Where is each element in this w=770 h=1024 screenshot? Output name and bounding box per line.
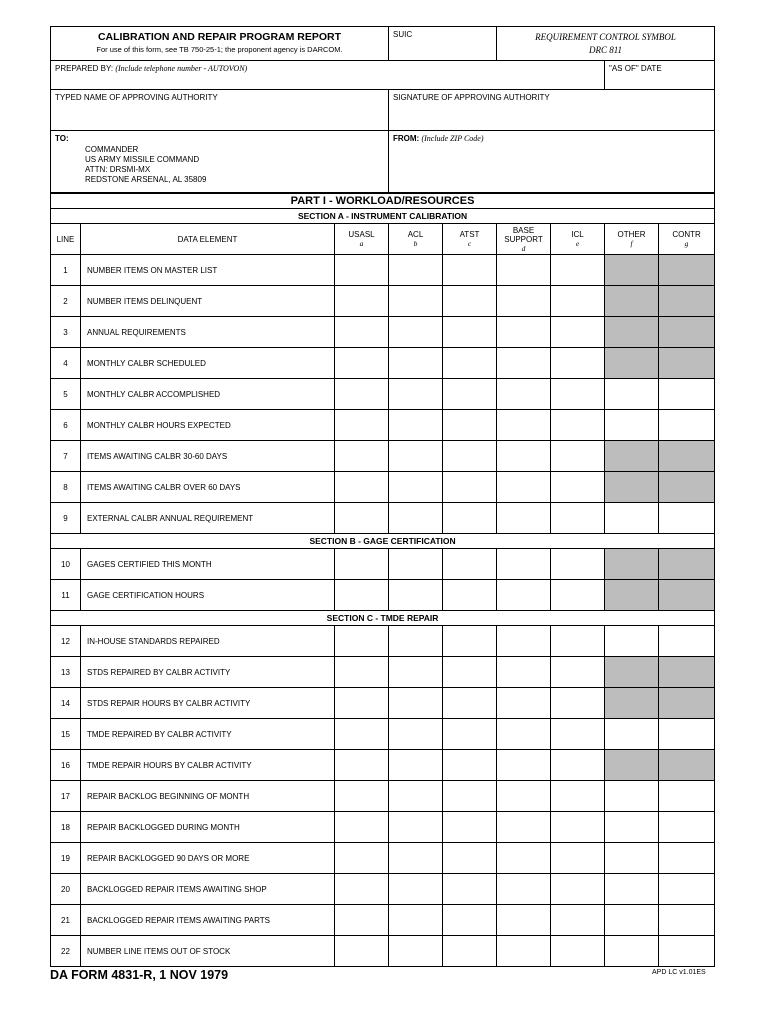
entry-cell[interactable]: [605, 812, 659, 843]
entry-cell[interactable]: [497, 410, 551, 441]
shaded-cell: [605, 580, 659, 611]
signature-field[interactable]: [389, 90, 715, 131]
entry-cell[interactable]: [335, 441, 389, 472]
entry-cell[interactable]: [335, 657, 389, 688]
data-element-label: REPAIR BACKLOG BEGINNING OF MONTH: [81, 781, 335, 812]
table-row: [51, 549, 715, 580]
table-row: [51, 286, 715, 317]
address-line: COMMANDER: [85, 145, 139, 154]
col-base-support: BASE SUPPORT d: [497, 224, 551, 255]
entry-cell[interactable]: [335, 348, 389, 379]
line-number: 16: [51, 750, 81, 781]
entry-cell[interactable]: [551, 379, 605, 410]
data-element-label: MONTHLY CALBR ACCOMPLISHED: [81, 379, 335, 410]
entry-cell[interactable]: [389, 348, 443, 379]
requirement-control-symbol: [497, 27, 714, 57]
data-element-label: ANNUAL REQUIREMENTS: [81, 317, 335, 348]
entry-cell[interactable]: [497, 348, 551, 379]
shaded-cell: [605, 286, 659, 317]
table-row: [51, 843, 715, 874]
shaded-cell: [605, 317, 659, 348]
entry-cell[interactable]: [551, 255, 605, 286]
form-identifier: DA FORM 4831-R, 1 NOV 1979: [50, 968, 229, 982]
line-number: 8: [51, 472, 81, 503]
shaded-cell: [605, 688, 659, 719]
line-number: 19: [51, 843, 81, 874]
entry-cell[interactable]: [551, 410, 605, 441]
entry-cell[interactable]: [659, 626, 715, 657]
entry-cell[interactable]: [497, 441, 551, 472]
entry-cell[interactable]: [335, 549, 389, 580]
table-row: [51, 472, 715, 503]
entry-cell[interactable]: [659, 781, 715, 812]
shaded-cell: [659, 441, 715, 472]
entry-cell[interactable]: [389, 688, 443, 719]
col-acl: ACL b: [389, 224, 443, 255]
line-number: 5: [51, 379, 81, 410]
entry-cell[interactable]: [389, 286, 443, 317]
shaded-cell: [659, 286, 715, 317]
entry-cell[interactable]: [335, 874, 389, 905]
data-element-label: REPAIR BACKLOGGED DURING MONTH: [81, 812, 335, 843]
shaded-cell: [605, 549, 659, 580]
table-row: [51, 781, 715, 812]
entry-cell[interactable]: [443, 781, 497, 812]
entry-cell[interactable]: [443, 580, 497, 611]
approving-name-label: TYPED NAME OF APPROVING AUTHORITY: [55, 93, 218, 102]
entry-cell[interactable]: [551, 874, 605, 905]
shaded-cell: [659, 472, 715, 503]
entry-cell[interactable]: [659, 410, 715, 441]
calibration-report-form: [50, 26, 714, 967]
form-subtitle: For use of this form, see TB 750-25-1; the proponent agency is DARCOM.: [96, 45, 343, 54]
entry-cell[interactable]: [335, 379, 389, 410]
table-row: [51, 348, 715, 379]
table-row: [51, 936, 715, 967]
table-row: [51, 874, 715, 905]
approving-name-field[interactable]: [51, 90, 389, 131]
line-number: 2: [51, 286, 81, 317]
entry-cell[interactable]: [551, 812, 605, 843]
entry-cell[interactable]: [551, 657, 605, 688]
entry-cell[interactable]: [551, 719, 605, 750]
entry-cell[interactable]: [335, 688, 389, 719]
entry-cell[interactable]: [497, 549, 551, 580]
from-label: FROM:: [393, 134, 420, 143]
entry-cell[interactable]: [335, 905, 389, 936]
entry-cell[interactable]: [497, 286, 551, 317]
form-title: CALIBRATION AND REPAIR PROGRAM REPORT: [97, 31, 342, 43]
data-element-label: IN-HOUSE STANDARDS REPAIRED: [81, 626, 335, 657]
entry-cell[interactable]: [335, 781, 389, 812]
entry-cell[interactable]: [389, 936, 443, 967]
line-number: 15: [51, 719, 81, 750]
entry-cell[interactable]: [443, 441, 497, 472]
to-field: [51, 131, 389, 193]
from-note: (Include ZIP Code): [421, 134, 484, 143]
line-number: 7: [51, 441, 81, 472]
to-address: [51, 143, 388, 185]
entry-cell[interactable]: [659, 936, 715, 967]
shaded-cell: [605, 472, 659, 503]
entry-cell[interactable]: [335, 503, 389, 534]
entry-cell[interactable]: [443, 874, 497, 905]
entry-cell[interactable]: [659, 905, 715, 936]
entry-cell[interactable]: [551, 905, 605, 936]
entry-cell[interactable]: [497, 503, 551, 534]
entry-cell[interactable]: [389, 657, 443, 688]
form-version: APD LC v1.01ES: [652, 969, 706, 976]
line-number: 22: [51, 936, 81, 967]
entry-cell[interactable]: [551, 317, 605, 348]
data-element-label: MONTHLY CALBR SCHEDULED: [81, 348, 335, 379]
entry-cell[interactable]: [443, 503, 497, 534]
to-label: TO:: [55, 134, 69, 143]
suic-label: SUIC: [393, 30, 413, 39]
entry-cell[interactable]: [497, 317, 551, 348]
shaded-cell: [659, 750, 715, 781]
entry-cell[interactable]: [443, 688, 497, 719]
entry-cell[interactable]: [443, 843, 497, 874]
entry-cell[interactable]: [335, 410, 389, 441]
col-contr: CONTR g: [659, 224, 715, 255]
entry-cell[interactable]: [497, 626, 551, 657]
line-number: 1: [51, 255, 81, 286]
address-line: US ARMY MISSILE COMMAND: [85, 155, 200, 164]
entry-cell[interactable]: [335, 750, 389, 781]
line-number: 4: [51, 348, 81, 379]
data-element-label: REPAIR BACKLOGGED 90 DAYS OR MORE: [81, 843, 335, 874]
entry-cell[interactable]: [605, 719, 659, 750]
prepared-by-label: PREPARED BY:: [55, 64, 114, 73]
shaded-cell: [659, 348, 715, 379]
entry-cell[interactable]: [551, 503, 605, 534]
data-element-label: BACKLOGGED REPAIR ITEMS AWAITING PARTS: [81, 905, 335, 936]
data-element-label: TMDE REPAIRED BY CALBR ACTIVITY: [81, 719, 335, 750]
entry-cell[interactable]: [497, 874, 551, 905]
entry-cell[interactable]: [659, 503, 715, 534]
entry-cell[interactable]: [497, 750, 551, 781]
from-field[interactable]: [389, 131, 715, 193]
entry-cell[interactable]: [605, 843, 659, 874]
entry-cell[interactable]: [497, 688, 551, 719]
entry-cell[interactable]: [497, 812, 551, 843]
entry-cell[interactable]: [497, 472, 551, 503]
entry-cell[interactable]: [443, 905, 497, 936]
as-of-date-label: "AS OF" DATE: [609, 64, 662, 73]
line-number: 18: [51, 812, 81, 843]
data-element-label: STDS REPAIR HOURS BY CALBR ACTIVITY: [81, 688, 335, 719]
entry-cell[interactable]: [551, 843, 605, 874]
shaded-cell: [605, 441, 659, 472]
table-row: [51, 719, 715, 750]
entry-cell[interactable]: [659, 843, 715, 874]
line-number: 3: [51, 317, 81, 348]
shaded-cell: [659, 580, 715, 611]
table-row: [51, 580, 715, 611]
section-a-title: SECTION A - INSTRUMENT CALIBRATION: [51, 209, 715, 224]
form-header: [50, 26, 715, 61]
part-1-title: PART I - WORKLOAD/RESOURCES: [51, 193, 715, 209]
entry-cell[interactable]: [551, 781, 605, 812]
data-element-label: STDS REPAIRED BY CALBR ACTIVITY: [81, 657, 335, 688]
section-b-title: SECTION B - GAGE CERTIFICATION: [51, 534, 715, 549]
entry-cell[interactable]: [443, 549, 497, 580]
entry-cell[interactable]: [389, 874, 443, 905]
as-of-date-field[interactable]: [605, 61, 715, 90]
entry-cell[interactable]: [551, 580, 605, 611]
line-number: 17: [51, 781, 81, 812]
line-number: 9: [51, 503, 81, 534]
table-row: [51, 750, 715, 781]
entry-cell[interactable]: [389, 750, 443, 781]
address-line: REDSTONE ARSENAL, AL 35809: [85, 175, 207, 184]
entry-cell[interactable]: [443, 348, 497, 379]
entry-cell[interactable]: [551, 472, 605, 503]
entry-cell[interactable]: [497, 580, 551, 611]
table-row: [51, 503, 715, 534]
entry-cell[interactable]: [389, 719, 443, 750]
entry-cell[interactable]: [605, 936, 659, 967]
shaded-cell: [659, 255, 715, 286]
entry-cell[interactable]: [389, 626, 443, 657]
suic-field[interactable]: [389, 27, 497, 61]
entry-cell[interactable]: [551, 549, 605, 580]
col-usasl: USASL a: [335, 224, 389, 255]
line-number: 13: [51, 657, 81, 688]
data-element-label: GAGE CERTIFICATION HOURS: [81, 580, 335, 611]
entry-cell[interactable]: [497, 657, 551, 688]
entry-cell[interactable]: [443, 317, 497, 348]
line-number: 12: [51, 626, 81, 657]
shaded-cell: [659, 317, 715, 348]
col-icl: ICL e: [551, 224, 605, 255]
entry-cell[interactable]: [551, 750, 605, 781]
entry-cell[interactable]: [443, 286, 497, 317]
col-other: OTHER f: [605, 224, 659, 255]
entry-cell[interactable]: [551, 626, 605, 657]
entry-cell[interactable]: [605, 379, 659, 410]
entry-cell[interactable]: [335, 286, 389, 317]
entry-cell[interactable]: [443, 657, 497, 688]
rcs-line-1: REQUIREMENT CONTROL SYMBOL: [535, 32, 676, 42]
entry-cell[interactable]: [443, 719, 497, 750]
shaded-cell: [659, 549, 715, 580]
column-header-row: [51, 224, 715, 255]
signature-label: SIGNATURE OF APPROVING AUTHORITY: [393, 93, 550, 102]
table-row: [51, 812, 715, 843]
data-element-label: TMDE REPAIR HOURS BY CALBR ACTIVITY: [81, 750, 335, 781]
line-number: 14: [51, 688, 81, 719]
entry-cell[interactable]: [389, 549, 443, 580]
table-row: [51, 379, 715, 410]
entry-cell[interactable]: [389, 905, 443, 936]
entry-cell[interactable]: [389, 781, 443, 812]
entry-cell[interactable]: [551, 441, 605, 472]
entry-cell[interactable]: [443, 936, 497, 967]
data-element-label: ITEMS AWAITING CALBR OVER 60 DAYS: [81, 472, 335, 503]
prepared-by-note: (Include telephone number - AUTOVON): [115, 64, 248, 73]
entry-cell[interactable]: [389, 441, 443, 472]
entry-cell[interactable]: [551, 936, 605, 967]
entry-cell[interactable]: [443, 255, 497, 286]
table-row: [51, 255, 715, 286]
line-number: 20: [51, 874, 81, 905]
entry-cell[interactable]: [389, 812, 443, 843]
entry-cell[interactable]: [335, 626, 389, 657]
entry-cell[interactable]: [605, 410, 659, 441]
data-element-label: EXTERNAL CALBR ANNUAL REQUIREMENT: [81, 503, 335, 534]
entry-cell[interactable]: [443, 750, 497, 781]
entry-cell[interactable]: [497, 781, 551, 812]
entry-cell[interactable]: [659, 379, 715, 410]
shaded-cell: [659, 657, 715, 688]
entry-cell[interactable]: [335, 580, 389, 611]
entry-cell[interactable]: [497, 843, 551, 874]
entry-cell[interactable]: [551, 348, 605, 379]
entry-cell[interactable]: [389, 503, 443, 534]
table-row: [51, 657, 715, 688]
entry-cell[interactable]: [497, 936, 551, 967]
entry-cell[interactable]: [335, 317, 389, 348]
entry-cell[interactable]: [551, 688, 605, 719]
entry-cell[interactable]: [335, 719, 389, 750]
entry-cell[interactable]: [497, 379, 551, 410]
entry-cell[interactable]: [335, 812, 389, 843]
entry-cell[interactable]: [443, 472, 497, 503]
shaded-cell: [605, 750, 659, 781]
entry-cell[interactable]: [335, 843, 389, 874]
prepared-by-row: [50, 60, 715, 90]
entry-cell[interactable]: [605, 626, 659, 657]
data-element-label: NUMBER ITEMS ON MASTER LIST: [81, 255, 335, 286]
entry-cell[interactable]: [389, 410, 443, 441]
entry-cell[interactable]: [389, 255, 443, 286]
data-element-label: GAGES CERTIFIED THIS MONTH: [81, 549, 335, 580]
entry-cell[interactable]: [605, 781, 659, 812]
prepared-by-field[interactable]: [51, 61, 605, 90]
shaded-cell: [605, 348, 659, 379]
entry-cell[interactable]: [443, 379, 497, 410]
entry-cell[interactable]: [443, 626, 497, 657]
table-row: [51, 317, 715, 348]
data-element-label: BACKLOGGED REPAIR ITEMS AWAITING SHOP: [81, 874, 335, 905]
entry-cell[interactable]: [497, 905, 551, 936]
entry-cell[interactable]: [659, 719, 715, 750]
col-line: LINE: [51, 224, 81, 255]
entry-cell[interactable]: [389, 580, 443, 611]
col-data-element: DATA ELEMENT: [81, 224, 335, 255]
entry-cell[interactable]: [551, 286, 605, 317]
entry-cell[interactable]: [605, 874, 659, 905]
address-line: ATTN: DRSMI-MX: [85, 165, 151, 174]
entry-cell[interactable]: [335, 255, 389, 286]
line-number: 10: [51, 549, 81, 580]
entry-cell[interactable]: [443, 812, 497, 843]
line-number: 21: [51, 905, 81, 936]
entry-cell[interactable]: [389, 317, 443, 348]
entry-cell[interactable]: [659, 812, 715, 843]
entry-cell[interactable]: [605, 503, 659, 534]
data-element-label: MONTHLY CALBR HOURS EXPECTED: [81, 410, 335, 441]
shaded-cell: [659, 688, 715, 719]
data-element-label: ITEMS AWAITING CALBR 30-60 DAYS: [81, 441, 335, 472]
entry-cell[interactable]: [605, 905, 659, 936]
table-row: [51, 441, 715, 472]
line-number: 6: [51, 410, 81, 441]
entry-cell[interactable]: [389, 379, 443, 410]
line-number: 11: [51, 580, 81, 611]
table-row: [51, 410, 715, 441]
shaded-cell: [605, 255, 659, 286]
section-c-title: SECTION C - TMDE REPAIR: [51, 611, 715, 626]
table-row: [51, 626, 715, 657]
shaded-cell: [605, 657, 659, 688]
entry-cell[interactable]: [497, 255, 551, 286]
entry-cell[interactable]: [389, 472, 443, 503]
table-row: [51, 688, 715, 719]
data-element-label: NUMBER LINE ITEMS OUT OF STOCK: [81, 936, 335, 967]
entry-cell[interactable]: [389, 843, 443, 874]
table-row: [51, 905, 715, 936]
approving-authority-row: [50, 89, 715, 193]
entry-cell[interactable]: [659, 874, 715, 905]
rcs-line-2: DRC 811: [588, 45, 623, 55]
data-element-label: NUMBER ITEMS DELINQUENT: [81, 286, 335, 317]
col-atst: ATST c: [443, 224, 497, 255]
entry-cell[interactable]: [443, 410, 497, 441]
entry-cell[interactable]: [497, 719, 551, 750]
workload-grid: [50, 192, 715, 967]
entry-cell[interactable]: [335, 936, 389, 967]
entry-cell[interactable]: [335, 472, 389, 503]
